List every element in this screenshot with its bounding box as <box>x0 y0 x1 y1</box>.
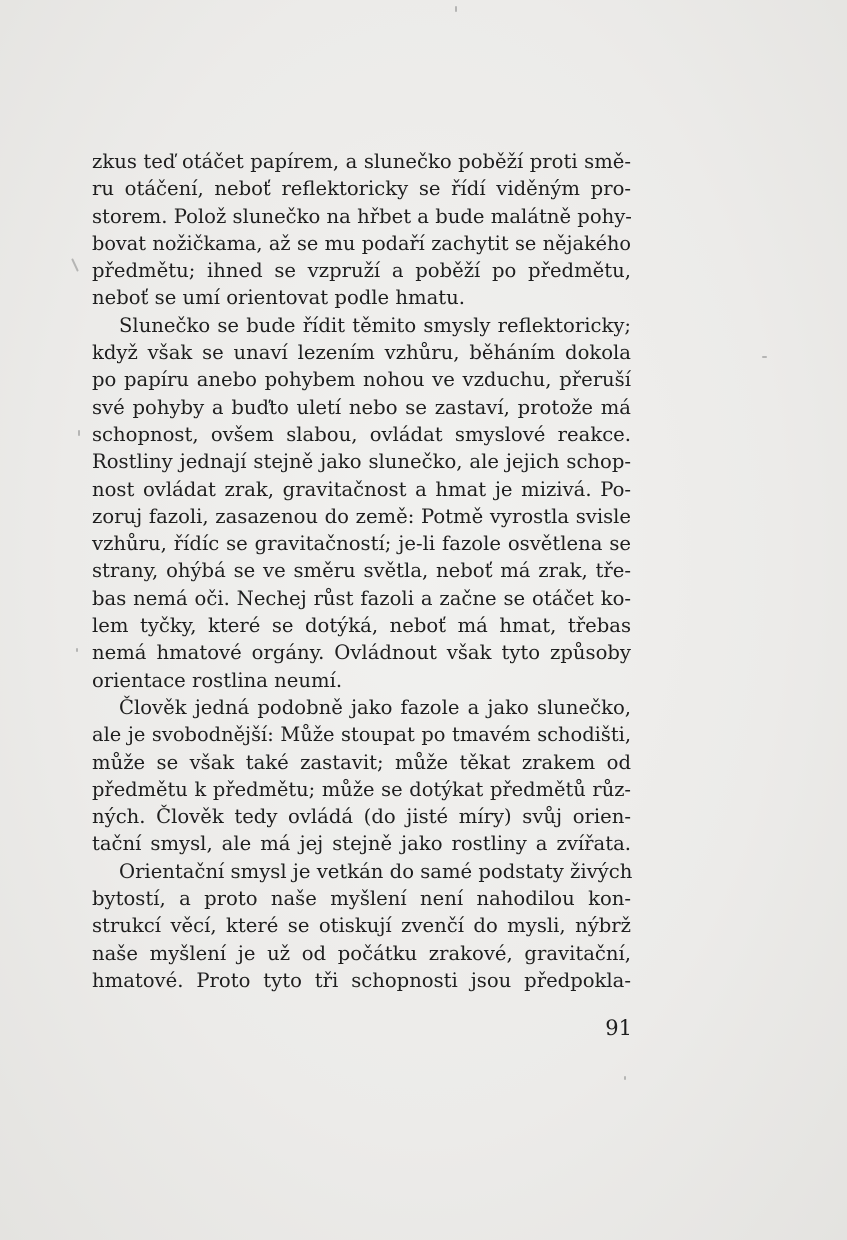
text-line: předmětu; ihned se vzpruží a poběží po předmětu, <box>92 259 631 283</box>
scan-speck <box>624 1076 626 1080</box>
text-line: Orientační smysl je vetkán do samé podstaty živých <box>119 859 633 883</box>
text-line: nemá hmatové orgány. Ovládnout však tyto způsoby <box>92 641 631 665</box>
text-line: lem tyčky, které se dotýká, neboť má hmat, třebas <box>92 614 631 638</box>
text-line: po papíru anebo pohybem nohou ve vzduchu, přeruší <box>92 368 631 392</box>
text-line: předmětu k předmětu; může se dotýkat předmětů růz- <box>92 777 631 801</box>
paragraph-2 <box>92 312 631 694</box>
scan-speck <box>762 356 767 358</box>
text-line: ale je svobodnější: Může stoupat po tmavém schodišti, <box>92 723 631 747</box>
scan-speck <box>455 6 457 12</box>
text-line: neboť se umí orientovat podle hmatu. <box>92 286 465 310</box>
text-line: naše myšlení je už od počátku zrakové, gravitační, <box>92 941 631 965</box>
page-number: 91 <box>605 1016 632 1040</box>
text-line: nost ovládat zrak, gravitačnost a hmat je mizivá. Po- <box>92 477 631 501</box>
scan-speck <box>71 258 79 272</box>
paragraph-3 <box>92 694 631 858</box>
text-line: vzhůru, řídíc se gravitačností; je-li fazole osvětlena se <box>92 532 631 556</box>
text-line: bovat nožičkama, až se mu podaří zachytit se nějakého <box>92 231 631 255</box>
text-line: může se však také zastavit; může těkat zrakem od <box>92 750 631 774</box>
scan-speck <box>78 430 80 436</box>
text-line: ru otáčení, neboť reflektoricky se řídí viděným pro- <box>92 177 631 201</box>
text-line: orientace rostlina neumí. <box>92 668 343 692</box>
text-line: své pohyby a buďto uletí nebo se zastaví, protože má <box>92 395 631 419</box>
text-line: když však se unaví lezením vzhůru, běháním dokola <box>92 341 631 365</box>
text-line: schopnost, ovšem slabou, ovládat smyslové reakce. <box>92 422 631 446</box>
text-line: zkus teď otáčet papírem, a slunečko poběží proti smě- <box>92 150 631 173</box>
text-line: strukcí věcí, které se otiskují zvenčí do mysli, nýbrž <box>92 914 631 938</box>
text-line: ných. Člověk tedy ovládá (do jisté míry) svůj orien- <box>92 805 631 829</box>
text-line: Rostliny jednají stejně jako slunečko, ale jejich schop- <box>92 450 631 474</box>
text-line: Člověk jedná podobně jako fazole a jako slunečko, <box>119 695 631 719</box>
text-line: strany, ohýbá se ve směru světla, neboť má zrak, tře- <box>92 559 631 583</box>
text-line: storem. Polož slunečko na hřbet a bude malátně pohy- <box>92 204 632 228</box>
text-line: hmatové. Proto tyto tři schopnosti jsou předpokla- <box>92 968 631 992</box>
body-text <box>92 148 631 994</box>
text-line: tační smysl, ale má jej stejně jako rostliny a zvířata. <box>92 832 631 856</box>
scan-speck <box>76 648 78 652</box>
text-line: zoruj fazoli, zasazenou do země: Potmě vyrostla svisle <box>92 504 631 528</box>
text-line: bytostí, a proto naše myšlení není nahodilou kon- <box>92 887 631 911</box>
paragraph-1 <box>92 148 631 312</box>
text-line: bas nemá oči. Nechej růst fazoli a začne se otáčet ko- <box>92 586 631 610</box>
paragraph-4 <box>92 858 631 994</box>
text-line: Slunečko se bude řídit těmito smysly reflektoricky; <box>119 313 631 337</box>
